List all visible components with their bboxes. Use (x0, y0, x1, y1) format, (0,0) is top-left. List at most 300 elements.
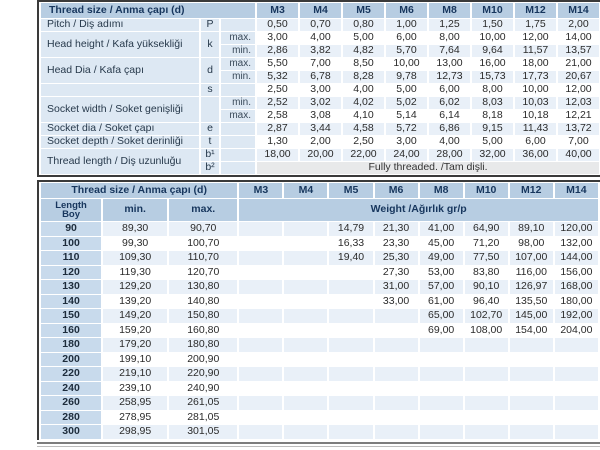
weight-cell (555, 353, 598, 367)
weight-cell (420, 382, 463, 396)
weight-cell (284, 382, 327, 396)
spec-table-title: Thread size / Anma çapı (d) (41, 3, 255, 18)
weight-cell: 16,33 (337, 236, 365, 249)
spec-value-cell: 5,00 (482, 136, 503, 148)
spec-symbol-cell: b¹ (201, 149, 219, 161)
col-header-m5: M5 (343, 3, 384, 18)
weight-cell (239, 396, 282, 410)
weight-cell: 14,79 (329, 222, 372, 236)
weight-cell: 83,80 (473, 265, 500, 278)
weight-cell: 180,00 (560, 294, 593, 307)
spec-symbol-cell (201, 97, 219, 122)
weight-cell (284, 266, 327, 280)
spec-value-cell: 5,14 (396, 110, 417, 122)
weight-cell (284, 338, 327, 352)
spec-value-cell: 8,03 (472, 97, 513, 109)
spec-value-cell: 10,00 (522, 84, 549, 96)
spec-sub-cell: min. (221, 97, 255, 109)
spec-value-cell: 5,32 (257, 71, 298, 83)
spec-value-cell: 12,73 (429, 71, 470, 83)
spec-value-cell: 3,02 (300, 97, 341, 109)
spec-value-cell: 7,64 (429, 45, 470, 57)
spec-value-cell: 18,00 (257, 149, 298, 161)
spec-symbol-cell: P (201, 19, 219, 31)
weight-cell (465, 411, 508, 425)
spec-row (41, 19, 599, 31)
col-header-m5: M5 (329, 183, 372, 198)
weight-row (41, 266, 598, 280)
spec-row (41, 149, 599, 161)
weight-cell (329, 266, 372, 280)
min-cell: 179,20 (103, 338, 167, 352)
weight-columns-header: Weight /Ağırlık gr/p (239, 199, 598, 221)
weight-cell (420, 396, 463, 410)
spec-value-cell: 6,02 (429, 97, 470, 109)
spec-value-cell: 1,30 (267, 136, 288, 148)
weight-cell (375, 425, 418, 439)
weight-cell (329, 425, 372, 439)
max-cell: 110,70 (169, 251, 237, 265)
weight-cell (239, 382, 282, 396)
weight-cell (420, 367, 463, 381)
weight-cell: 98,00 (518, 236, 545, 249)
spec-sub-cell (221, 123, 255, 135)
weight-cell (465, 367, 508, 381)
spec-value-cell: 10,03 (515, 97, 556, 109)
min-cell: 298,95 (103, 425, 167, 439)
spec-value-cell: 17,73 (515, 71, 556, 83)
min-cell: 219,10 (103, 367, 167, 381)
spec-value-cell: 20,00 (300, 149, 341, 161)
spec-value-cell: 1,25 (429, 19, 470, 31)
max-cell: 130,80 (169, 280, 237, 294)
weight-table-title: Thread size / Anma çapı (d) (41, 183, 237, 198)
col-header-m6: M6 (386, 3, 427, 18)
weight-cell: 145,00 (510, 309, 553, 323)
spec-value-cell: 8,00 (482, 84, 503, 96)
weight-cell: 168,00 (555, 280, 598, 294)
spec-label-cell: Socket width / Soket genişliği (41, 97, 199, 122)
weight-cell (284, 353, 327, 367)
weight-cell (329, 309, 372, 323)
weight-cell (555, 338, 598, 352)
spec-sub-cell: max. (221, 110, 255, 122)
spec-value-cell: 6,78 (300, 71, 341, 83)
length-label: Length (55, 199, 87, 211)
max-cell: 140,80 (187, 294, 220, 307)
max-cell: 281,05 (187, 410, 220, 423)
spec-value-cell: 24,00 (386, 149, 427, 161)
weight-cell (510, 338, 553, 352)
weight-cell (329, 411, 372, 425)
spec-value-cell: 3,08 (310, 110, 331, 122)
spec-value-cell: 2,50 (267, 84, 288, 96)
spec-value-cell: 4,58 (343, 123, 384, 135)
weight-row (41, 338, 598, 352)
spec-value-cell: 10,18 (522, 110, 549, 122)
spec-value-cell: 2,86 (257, 45, 298, 57)
weight-cell (284, 411, 327, 425)
max-cell: 120,70 (187, 265, 220, 278)
spec-value-cell: 32,00 (472, 149, 513, 161)
weight-cell: 64,90 (465, 222, 508, 236)
weight-cell (555, 382, 598, 396)
spec-sub-cell (221, 19, 255, 31)
max-cell: 100,70 (187, 236, 220, 249)
weight-cell (555, 411, 598, 425)
weight-cell (375, 396, 418, 410)
weight-cell (555, 396, 598, 410)
weight-cell (284, 295, 327, 309)
spec-value-cell: 6,00 (525, 136, 546, 148)
weight-cell: 69,00 (427, 323, 455, 336)
weight-row (41, 222, 598, 236)
weight-cell (239, 353, 282, 367)
weight-cell (510, 353, 553, 367)
min-cell: 258,95 (103, 396, 167, 410)
weight-cell: 45,00 (427, 236, 455, 249)
max-cell: 200,90 (187, 352, 220, 365)
spec-value-cell: 2,00 (310, 136, 331, 148)
spec-sub-cell (221, 162, 255, 174)
weight-cell (239, 367, 282, 381)
weight-cell (420, 425, 463, 439)
weight-cell (329, 396, 372, 410)
spec-value-cell: 9,15 (472, 123, 513, 135)
col-header-m4: M4 (300, 3, 341, 18)
col-header-m10: M10 (465, 183, 508, 198)
weight-cell (329, 295, 372, 309)
col-header-m8: M8 (420, 183, 463, 198)
weight-cell: 108,00 (470, 323, 503, 336)
min-column-header: min. (103, 199, 167, 221)
weight-cell (239, 222, 282, 236)
spec-value-cell: 36,00 (515, 149, 556, 161)
min-cell: 199,10 (119, 352, 152, 365)
weight-cell (465, 382, 508, 396)
spec-header-row (41, 3, 599, 18)
length-cell: 300 (41, 425, 101, 439)
weight-cell: 21,30 (375, 222, 418, 236)
spec-value-cell: 6,86 (429, 123, 470, 135)
spec-value-cell: 9,64 (472, 45, 513, 57)
spec-value-cell: 4,00 (310, 32, 331, 44)
weight-header-row (41, 183, 598, 198)
spec-label-cell: Pitch / Diş adımı (41, 19, 199, 31)
weight-cell (375, 367, 418, 381)
length-cell: 240 (41, 382, 101, 396)
weight-cell (420, 411, 463, 425)
weight-row (41, 367, 598, 381)
length-cell: 110 (41, 251, 101, 265)
weight-cell: 154,00 (515, 323, 548, 336)
spec-label-cell: Thread length / Diş uzunluğu (41, 149, 199, 174)
weight-cell (284, 425, 327, 439)
spec-value-cell: 2,87 (257, 123, 298, 135)
weight-cell (375, 324, 418, 338)
weight-cell: 53,00 (427, 265, 455, 278)
col-header-m14: M14 (558, 3, 599, 18)
col-header-m6: M6 (375, 183, 418, 198)
length-column-header (41, 199, 101, 221)
spec-value-cell: 2,58 (267, 110, 288, 122)
weight-cell (329, 338, 372, 352)
spec-value-cell: 2,00 (558, 19, 599, 31)
weight-cell (465, 353, 508, 367)
spec-value-cell: 11,57 (515, 45, 556, 57)
spec-symbol-cell: d (201, 58, 219, 83)
spec-value-cell: 11,43 (515, 123, 556, 135)
spec-symbol-cell: t (201, 136, 219, 148)
spec-value-cell: 4,00 (353, 84, 374, 96)
spec-label-cell: Socket depth / Soket derinliği (41, 136, 199, 148)
weight-cell (465, 396, 508, 410)
col-header-m14: M14 (555, 183, 598, 198)
weight-cell (239, 324, 282, 338)
catalog-sheet (37, 0, 600, 447)
weight-cell (284, 222, 327, 236)
spec-value-cell: 13,00 (436, 58, 463, 70)
weight-cell (239, 237, 282, 251)
min-cell: 129,20 (103, 280, 167, 294)
weight-cell: 102,70 (465, 309, 508, 323)
weight-cell (375, 411, 418, 425)
weight-row (41, 280, 598, 294)
length-cell: 130 (41, 280, 101, 294)
weight-row (41, 324, 598, 338)
spec-value-cell: 13,57 (558, 45, 599, 57)
spec-value-cell: 4,82 (343, 45, 384, 57)
weight-cell (375, 309, 418, 323)
weight-cell (465, 338, 508, 352)
spec-value-cell: 3,00 (310, 84, 331, 96)
weight-cell: 33,00 (382, 294, 410, 307)
weight-cell (329, 353, 372, 367)
length-cell: 90 (41, 222, 101, 236)
spec-value-cell: 5,50 (267, 58, 288, 70)
weight-cell (239, 295, 282, 309)
spec-row (41, 58, 599, 70)
spec-value-cell: 3,44 (300, 123, 341, 135)
spec-value-cell: 16,00 (479, 58, 506, 70)
weight-cell: 96,40 (473, 294, 500, 307)
weight-cell (510, 411, 553, 425)
spec-sub-cell (221, 84, 255, 96)
min-cell: 119,30 (119, 265, 151, 278)
min-cell: 89,30 (103, 222, 167, 236)
spec-value-cell: 2,50 (353, 136, 374, 148)
weight-cell: 71,20 (473, 236, 500, 249)
weight-cell (239, 411, 282, 425)
spec-row (41, 97, 599, 109)
spec-value-cell: 8,50 (353, 58, 374, 70)
weight-cell (284, 367, 327, 381)
max-cell: 150,80 (169, 309, 237, 323)
max-cell: 240,90 (187, 381, 220, 394)
weight-cell (239, 338, 282, 352)
weight-cell: 23,30 (382, 236, 410, 249)
weight-cell: 107,00 (510, 251, 553, 265)
spec-value-cell: 1,00 (386, 19, 427, 31)
spec-value-cell: 0,50 (257, 19, 298, 31)
max-cell: 220,90 (169, 367, 237, 381)
spec-value-cell: 4,02 (343, 97, 384, 109)
spec-label-cell: Socket dia / Soket çapı (41, 123, 199, 135)
length-cell: 100 (41, 237, 101, 251)
spec-value-cell: 13,72 (558, 123, 599, 135)
length-cell: 200 (41, 353, 101, 367)
min-cell: 278,95 (119, 410, 152, 423)
weight-cell: 135,50 (515, 294, 548, 307)
spec-value-cell: 12,03 (558, 97, 599, 109)
weight-cell (329, 382, 372, 396)
spec-value-cell: 12,21 (565, 110, 592, 122)
spec-value-cell: 1,50 (472, 19, 513, 31)
weight-cell (510, 367, 553, 381)
spec-value-cell: 6,00 (396, 32, 417, 44)
weight-cell (284, 324, 327, 338)
weight-cell (284, 237, 327, 251)
length-cell: 280 (41, 411, 101, 425)
max-cell: 180,80 (169, 338, 237, 352)
spec-value-cell: 5,70 (386, 45, 427, 57)
weight-table (37, 180, 600, 440)
weight-cell: 120,00 (555, 222, 598, 236)
spec-value-cell: 6,00 (439, 84, 460, 96)
spec-sub-cell (221, 136, 255, 148)
spec-label-cell: Head height / Kafa yüksekliği (41, 32, 199, 57)
weight-cell: 77,50 (465, 251, 508, 265)
spec-sub-cell: min. (221, 71, 255, 83)
spec-sub-cell: max. (221, 58, 255, 70)
weight-cell: 65,00 (420, 309, 463, 323)
max-column-header: max. (169, 199, 237, 221)
spec-value-cell: 4,10 (353, 110, 374, 122)
weight-cell (510, 396, 553, 410)
min-cell: 99,30 (122, 236, 149, 249)
col-header-m12: M12 (510, 183, 553, 198)
spec-value-cell: 20,67 (558, 71, 599, 83)
spec-value-cell: 0,70 (300, 19, 341, 31)
spec-symbol-cell: k (201, 32, 219, 57)
weight-cell (420, 338, 463, 352)
spec-value-cell: 10,00 (393, 58, 420, 70)
weight-cell (510, 425, 553, 439)
weight-cell: 144,00 (555, 251, 598, 265)
weight-cell (375, 353, 418, 367)
weight-cell (329, 280, 372, 294)
spec-value-cell: 5,00 (353, 32, 374, 44)
spec-value-cell: 9,78 (386, 71, 427, 83)
spec-value-cell: 12,00 (522, 32, 549, 44)
spec-value-cell: 28,00 (429, 149, 470, 161)
col-header-m10: M10 (472, 3, 513, 18)
weight-cell (329, 367, 372, 381)
weight-cell (555, 425, 598, 439)
col-header-m3: M3 (239, 183, 282, 198)
spec-label-cell: Head Dia / Kafa çapı (41, 58, 199, 83)
weight-cell: 192,00 (555, 309, 598, 323)
length-cell: 160 (41, 324, 101, 338)
weight-row (41, 295, 598, 309)
weight-cell (555, 367, 598, 381)
weight-cell: 19,40 (329, 251, 372, 265)
weight-row (41, 382, 598, 396)
spec-sub-cell (221, 149, 255, 161)
col-header-m12: M12 (515, 3, 556, 18)
weight-cell (239, 309, 282, 323)
spec-note-cell: Fully threaded. /Tam dişli. (257, 162, 599, 174)
weight-cell: 89,10 (510, 222, 553, 236)
col-header-m8: M8 (429, 3, 470, 18)
spec-row (41, 136, 599, 148)
weight-row (41, 237, 598, 251)
spec-value-cell: 40,00 (558, 149, 599, 161)
weight-cell: 132,00 (560, 236, 593, 249)
weight-cell (375, 338, 418, 352)
weight-cell (510, 382, 553, 396)
weight-cell (329, 324, 372, 338)
weight-cell (284, 280, 327, 294)
spec-value-cell: 5,00 (396, 84, 417, 96)
spec-value-cell: 4,00 (439, 136, 460, 148)
spec-row (41, 84, 599, 96)
weight-row (41, 411, 598, 425)
weight-cell (284, 251, 327, 265)
length-cell: 260 (41, 396, 101, 410)
min-cell: 239,10 (119, 381, 152, 394)
max-cell: 261,05 (169, 396, 237, 410)
spec-value-cell: 8,28 (343, 71, 384, 83)
weight-cell: 61,00 (427, 294, 455, 307)
weight-cell: 41,00 (420, 222, 463, 236)
weight-cell: 25,30 (375, 251, 418, 265)
weight-cell (239, 251, 282, 265)
max-cell: 160,80 (187, 323, 220, 336)
weight-cell: 116,00 (515, 265, 547, 278)
weight-cell: 49,00 (420, 251, 463, 265)
weight-row (41, 251, 598, 265)
spec-value-cell: 8,18 (482, 110, 503, 122)
spec-value-cell: 10,00 (479, 32, 506, 44)
weight-cell: 204,00 (560, 323, 593, 336)
min-cell: 149,20 (103, 309, 167, 323)
spec-value-cell: 5,02 (386, 97, 427, 109)
spec-sub-cell: max. (221, 32, 255, 44)
weight-cell: 126,97 (510, 280, 553, 294)
min-cell: 139,20 (119, 294, 152, 307)
col-header-m4: M4 (284, 183, 327, 198)
spec-value-cell: 1,75 (515, 19, 556, 31)
spec-symbol-cell: e (201, 123, 219, 135)
spec-value-cell: 14,00 (565, 32, 592, 44)
weight-cell: 31,00 (375, 280, 418, 294)
weight-cell (239, 425, 282, 439)
weight-cell: 27,30 (382, 265, 410, 278)
weight-cell (465, 425, 508, 439)
spec-sub-cell: min. (221, 45, 255, 57)
weight-subheader-row (41, 199, 598, 221)
spec-label-cell (41, 84, 199, 96)
length-cell: 220 (41, 367, 101, 381)
spec-value-cell: 22,00 (343, 149, 384, 161)
weight-cell: 156,00 (560, 265, 593, 278)
weight-cell (420, 353, 463, 367)
weight-row (41, 353, 598, 367)
weight-cell (375, 382, 418, 396)
length-cell: 150 (41, 309, 101, 323)
spec-value-cell: 2,52 (257, 97, 298, 109)
